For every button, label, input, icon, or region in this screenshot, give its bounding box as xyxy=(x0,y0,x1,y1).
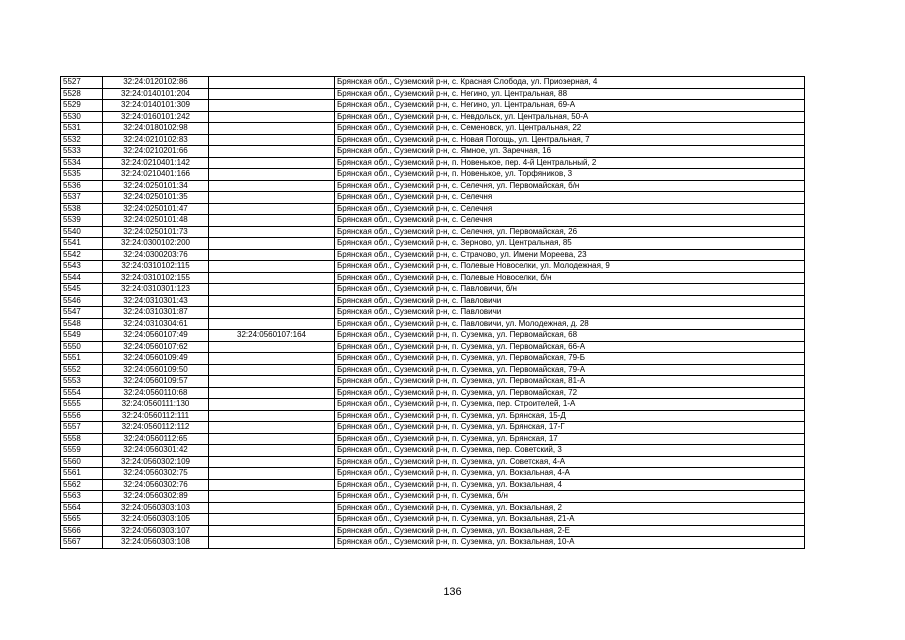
row-number-cell: 5559 xyxy=(61,445,103,457)
cadastral-number-cell: 32:24:0160101:242 xyxy=(103,111,209,123)
address-cell: Брянская обл., Суземский р-н, п. Суземка, ул. Вокзальная, 21-А xyxy=(335,514,805,526)
row-number-cell: 5540 xyxy=(61,226,103,238)
table-row xyxy=(61,376,805,388)
table-row xyxy=(61,77,805,89)
previous-number-cell xyxy=(209,295,335,307)
previous-number-cell xyxy=(209,180,335,192)
table-row xyxy=(61,180,805,192)
previous-number-cell xyxy=(209,502,335,514)
previous-number-cell xyxy=(209,123,335,135)
previous-number-cell xyxy=(209,100,335,112)
table-row xyxy=(61,445,805,457)
address-cell: Брянская обл., Суземский р-н, п. Суземка, б/н xyxy=(335,491,805,503)
address-cell: Брянская обл., Суземский р-н, с. Селечня xyxy=(335,203,805,215)
table-row xyxy=(61,422,805,434)
cadastral-number-cell: 32:24:0560302:109 xyxy=(103,456,209,468)
address-cell: Брянская обл., Суземский р-н, с. Ямное, ул. Заречная, 16 xyxy=(335,146,805,158)
table-row xyxy=(61,318,805,330)
previous-number-cell xyxy=(209,238,335,250)
previous-number-cell xyxy=(209,192,335,204)
previous-number-cell xyxy=(209,514,335,526)
address-cell: Брянская обл., Суземский р-н, с. Павловичи xyxy=(335,307,805,319)
row-number-cell: 5536 xyxy=(61,180,103,192)
table-row xyxy=(61,491,805,503)
cadastral-number-cell: 32:24:0310301:43 xyxy=(103,295,209,307)
cadastral-number-cell: 32:24:0560107:62 xyxy=(103,341,209,353)
table-row xyxy=(61,134,805,146)
address-cell: Брянская обл., Суземский р-н, с. Зерново, ул. Центральная, 85 xyxy=(335,238,805,250)
cadastral-number-cell: 32:24:0140101:204 xyxy=(103,88,209,100)
address-cell: Брянская обл., Суземский р-н, п. Суземка, пер. Строителей, 1-А xyxy=(335,399,805,411)
previous-number-cell xyxy=(209,341,335,353)
address-cell: Брянская обл., Суземский р-н, п. Суземка, ул. Первомайская, 79-Б xyxy=(335,353,805,365)
address-cell: Брянская обл., Суземский р-н, п. Новенькое, ул. Торфяников, 3 xyxy=(335,169,805,181)
table-row xyxy=(61,410,805,422)
address-cell: Брянская обл., Суземский р-н, п. Суземка, ул. Советская, 4-А xyxy=(335,456,805,468)
row-number-cell: 5527 xyxy=(61,77,103,89)
previous-number-cell xyxy=(209,433,335,445)
previous-number-cell xyxy=(209,157,335,169)
table-row xyxy=(61,307,805,319)
address-cell: Брянская обл., Суземский р-н, с. Селечня xyxy=(335,215,805,227)
address-cell: Брянская обл., Суземский р-н, п. Суземка, ул. Вокзальная, 4-А xyxy=(335,468,805,480)
previous-number-cell xyxy=(209,422,335,434)
previous-number-cell xyxy=(209,272,335,284)
table-row xyxy=(61,525,805,537)
table-row xyxy=(61,123,805,135)
previous-number-cell xyxy=(209,77,335,89)
table-row xyxy=(61,353,805,365)
row-number-cell: 5561 xyxy=(61,468,103,480)
previous-number-cell xyxy=(209,284,335,296)
table-row xyxy=(61,514,805,526)
cadastral-number-cell: 32:24:0310301:123 xyxy=(103,284,209,296)
previous-number-cell xyxy=(209,111,335,123)
row-number-cell: 5555 xyxy=(61,399,103,411)
table-row xyxy=(61,456,805,468)
table-row xyxy=(61,364,805,376)
table-row xyxy=(61,111,805,123)
cadastral-number-cell: 32:24:0210401:166 xyxy=(103,169,209,181)
row-number-cell: 5543 xyxy=(61,261,103,273)
cadastral-number-cell: 32:24:0310304:61 xyxy=(103,318,209,330)
cadastral-number-cell: 32:24:0560302:76 xyxy=(103,479,209,491)
cadastral-number-cell: 32:24:0310102:155 xyxy=(103,272,209,284)
row-number-cell: 5545 xyxy=(61,284,103,296)
row-number-cell: 5564 xyxy=(61,502,103,514)
table-row xyxy=(61,387,805,399)
row-number-cell: 5547 xyxy=(61,307,103,319)
address-cell: Брянская обл., Суземский р-н, п. Суземка, ул. Брянская, 15-Д xyxy=(335,410,805,422)
address-cell: Брянская обл., Суземский р-н, с. Селечня, ул. Первомайская, 26 xyxy=(335,226,805,238)
row-number-cell: 5549 xyxy=(61,330,103,342)
previous-number-cell xyxy=(209,445,335,457)
address-cell: Брянская обл., Суземский р-н, с. Селечня, ул. Первомайская, б/н xyxy=(335,180,805,192)
cadastral-number-cell: 32:24:0560302:75 xyxy=(103,468,209,480)
cadastral-number-cell: 32:24:0560303:103 xyxy=(103,502,209,514)
previous-number-cell xyxy=(209,410,335,422)
table-row xyxy=(61,330,805,342)
table-row xyxy=(61,284,805,296)
cadastral-number-cell: 32:24:0560301:42 xyxy=(103,445,209,457)
cadastral-number-cell: 32:24:0250101:73 xyxy=(103,226,209,238)
table-row xyxy=(61,169,805,181)
table-row xyxy=(61,88,805,100)
address-cell: Брянская обл., Суземский р-н, с. Полевые Новоселки, б/н xyxy=(335,272,805,284)
row-number-cell: 5552 xyxy=(61,364,103,376)
cadastral-table xyxy=(60,76,805,549)
cadastral-number-cell: 32:24:0560303:108 xyxy=(103,537,209,549)
cadastral-number-cell: 32:24:0250101:34 xyxy=(103,180,209,192)
address-cell: Брянская обл., Суземский р-н, с. Павловичи xyxy=(335,295,805,307)
row-number-cell: 5535 xyxy=(61,169,103,181)
cadastral-number-cell: 32:24:0560112:65 xyxy=(103,433,209,445)
address-cell: Брянская обл., Суземский р-н, п. Суземка, ул. Первомайская, 72 xyxy=(335,387,805,399)
row-number-cell: 5550 xyxy=(61,341,103,353)
previous-number-cell xyxy=(209,468,335,480)
previous-number-cell xyxy=(209,318,335,330)
address-cell: Брянская обл., Суземский р-н, п. Суземка, ул. Первомайская, 66-А xyxy=(335,341,805,353)
previous-number-cell xyxy=(209,376,335,388)
previous-number-cell xyxy=(209,387,335,399)
cadastral-number-cell: 32:24:0210102:83 xyxy=(103,134,209,146)
previous-number-cell xyxy=(209,146,335,158)
cadastral-number-cell: 32:24:0300203:76 xyxy=(103,249,209,261)
address-cell: Брянская обл., Суземский р-н, с. Страчово, ул. Имени Мореева, 23 xyxy=(335,249,805,261)
table-row xyxy=(61,468,805,480)
row-number-cell: 5554 xyxy=(61,387,103,399)
address-cell: Брянская обл., Суземский р-н, п. Суземка, ул. Вокзальная, 2-Е xyxy=(335,525,805,537)
row-number-cell: 5532 xyxy=(61,134,103,146)
address-cell: Брянская обл., Суземский р-н, п. Новенькое, пер. 4-й Центральный, 2 xyxy=(335,157,805,169)
row-number-cell: 5557 xyxy=(61,422,103,434)
table-row xyxy=(61,479,805,491)
address-cell: Брянская обл., Суземский р-н, п. Суземка, пер. Советский, 3 xyxy=(335,445,805,457)
cadastral-number-cell: 32:24:0210401:142 xyxy=(103,157,209,169)
cadastral-number-cell: 32:24:0560112:111 xyxy=(103,410,209,422)
previous-number-cell xyxy=(209,203,335,215)
previous-number-cell xyxy=(209,169,335,181)
table-body xyxy=(61,77,805,549)
previous-number-cell xyxy=(209,353,335,365)
address-cell: Брянская обл., Суземский р-н, п. Суземка, ул. Вокзальная, 10-А xyxy=(335,537,805,549)
address-cell: Брянская обл., Суземский р-н, п. Суземка, ул. Первомайская, 79-А xyxy=(335,364,805,376)
table-row xyxy=(61,433,805,445)
cadastral-number-cell: 32:24:0560112:112 xyxy=(103,422,209,434)
row-number-cell: 5537 xyxy=(61,192,103,204)
address-cell: Брянская обл., Суземский р-н, п. Суземка, ул. Брянская, 17-Г xyxy=(335,422,805,434)
address-cell: Брянская обл., Суземский р-н, п. Суземка, ул. Первомайская, 81-А xyxy=(335,376,805,388)
cadastral-number-cell: 32:24:0210201:66 xyxy=(103,146,209,158)
table-row xyxy=(61,203,805,215)
previous-number-cell xyxy=(209,226,335,238)
cadastral-number-cell: 32:24:0250101:47 xyxy=(103,203,209,215)
previous-number-cell xyxy=(209,249,335,261)
row-number-cell: 5558 xyxy=(61,433,103,445)
address-cell: Брянская обл., Суземский р-н, с. Невдольск, ул. Центральная, 50-А xyxy=(335,111,805,123)
cadastral-number-cell: 32:24:0560109:50 xyxy=(103,364,209,376)
previous-number-cell xyxy=(209,456,335,468)
table-row xyxy=(61,100,805,112)
table-row xyxy=(61,272,805,284)
cadastral-number-cell: 32:24:0560107:49 xyxy=(103,330,209,342)
address-cell: Брянская обл., Суземский р-н, с. Новая Погощь, ул. Центральная, 7 xyxy=(335,134,805,146)
row-number-cell: 5548 xyxy=(61,318,103,330)
cadastral-number-cell: 32:24:0560109:57 xyxy=(103,376,209,388)
address-cell: Брянская обл., Суземский р-н, с. Селечня xyxy=(335,192,805,204)
address-cell: Брянская обл., Суземский р-н, с. Полевые Новоселки, ул. Молодежная, 9 xyxy=(335,261,805,273)
address-cell: Брянская обл., Суземский р-н, с. Семеновск, ул. Центральная, 22 xyxy=(335,123,805,135)
previous-number-cell xyxy=(209,307,335,319)
previous-number-cell xyxy=(209,261,335,273)
address-cell: Брянская обл., Суземский р-н, с. Павловичи, б/н xyxy=(335,284,805,296)
address-cell: Брянская обл., Суземский р-н, с. Павловичи, ул. Молодежная, д. 28 xyxy=(335,318,805,330)
row-number-cell: 5566 xyxy=(61,525,103,537)
address-cell: Брянская обл., Суземский р-н, п. Суземка, ул. Брянская, 17 xyxy=(335,433,805,445)
table-row xyxy=(61,502,805,514)
row-number-cell: 5553 xyxy=(61,376,103,388)
cadastral-number-cell: 32:24:0560109:49 xyxy=(103,353,209,365)
cadastral-number-cell: 32:24:0300102:200 xyxy=(103,238,209,250)
previous-number-cell: 32:24:0560107:164 xyxy=(209,330,335,342)
row-number-cell: 5533 xyxy=(61,146,103,158)
table-row xyxy=(61,226,805,238)
previous-number-cell xyxy=(209,537,335,549)
previous-number-cell xyxy=(209,88,335,100)
row-number-cell: 5565 xyxy=(61,514,103,526)
table-row xyxy=(61,238,805,250)
table-row xyxy=(61,157,805,169)
cadastral-number-cell: 32:24:0310301:87 xyxy=(103,307,209,319)
row-number-cell: 5531 xyxy=(61,123,103,135)
table-row xyxy=(61,261,805,273)
cadastral-number-cell: 32:24:0180102:98 xyxy=(103,123,209,135)
previous-number-cell xyxy=(209,399,335,411)
table-row xyxy=(61,341,805,353)
table-row xyxy=(61,146,805,158)
previous-number-cell xyxy=(209,525,335,537)
previous-number-cell xyxy=(209,364,335,376)
previous-number-cell xyxy=(209,215,335,227)
row-number-cell: 5530 xyxy=(61,111,103,123)
row-number-cell: 5539 xyxy=(61,215,103,227)
address-cell: Брянская обл., Суземский р-н, п. Суземка, ул. Вокзальная, 2 xyxy=(335,502,805,514)
cadastral-number-cell: 32:24:0310102:115 xyxy=(103,261,209,273)
address-cell: Брянская обл., Суземский р-н, с. Красная Слобода, ул. Приозерная, 4 xyxy=(335,77,805,89)
row-number-cell: 5551 xyxy=(61,353,103,365)
address-cell: Брянская обл., Суземский р-н, с. Негино, ул. Центральная, 69-А xyxy=(335,100,805,112)
row-number-cell: 5546 xyxy=(61,295,103,307)
table-row xyxy=(61,215,805,227)
cadastral-number-cell: 32:24:0250101:48 xyxy=(103,215,209,227)
table-row xyxy=(61,537,805,549)
cadastral-number-cell: 32:24:0560303:107 xyxy=(103,525,209,537)
previous-number-cell xyxy=(209,491,335,503)
row-number-cell: 5538 xyxy=(61,203,103,215)
row-number-cell: 5541 xyxy=(61,238,103,250)
row-number-cell: 5542 xyxy=(61,249,103,261)
cadastral-number-cell: 32:24:0250101:35 xyxy=(103,192,209,204)
cadastral-number-cell: 32:24:0560303:105 xyxy=(103,514,209,526)
row-number-cell: 5534 xyxy=(61,157,103,169)
cadastral-number-cell: 32:24:0560111:130 xyxy=(103,399,209,411)
table-row xyxy=(61,192,805,204)
previous-number-cell xyxy=(209,479,335,491)
cadastral-number-cell: 32:24:0560302:89 xyxy=(103,491,209,503)
table-row xyxy=(61,399,805,411)
cadastral-number-cell: 32:24:0120102:86 xyxy=(103,77,209,89)
row-number-cell: 5560 xyxy=(61,456,103,468)
row-number-cell: 5562 xyxy=(61,479,103,491)
row-number-cell: 5544 xyxy=(61,272,103,284)
address-cell: Брянская обл., Суземский р-н, с. Негино, ул. Центральная, 88 xyxy=(335,88,805,100)
row-number-cell: 5563 xyxy=(61,491,103,503)
table-row xyxy=(61,295,805,307)
row-number-cell: 5528 xyxy=(61,88,103,100)
page-number: 136 xyxy=(443,586,462,598)
row-number-cell: 5556 xyxy=(61,410,103,422)
cadastral-number-cell: 32:24:0140101:309 xyxy=(103,100,209,112)
table-row xyxy=(61,249,805,261)
row-number-cell: 5529 xyxy=(61,100,103,112)
cadastral-number-cell: 32:24:0560110:68 xyxy=(103,387,209,399)
address-cell: Брянская обл., Суземский р-н, п. Суземка, ул. Первомайская, 68 xyxy=(335,330,805,342)
previous-number-cell xyxy=(209,134,335,146)
address-cell: Брянская обл., Суземский р-н, п. Суземка, ул. Вокзальная, 4 xyxy=(335,479,805,491)
row-number-cell: 5567 xyxy=(61,537,103,549)
